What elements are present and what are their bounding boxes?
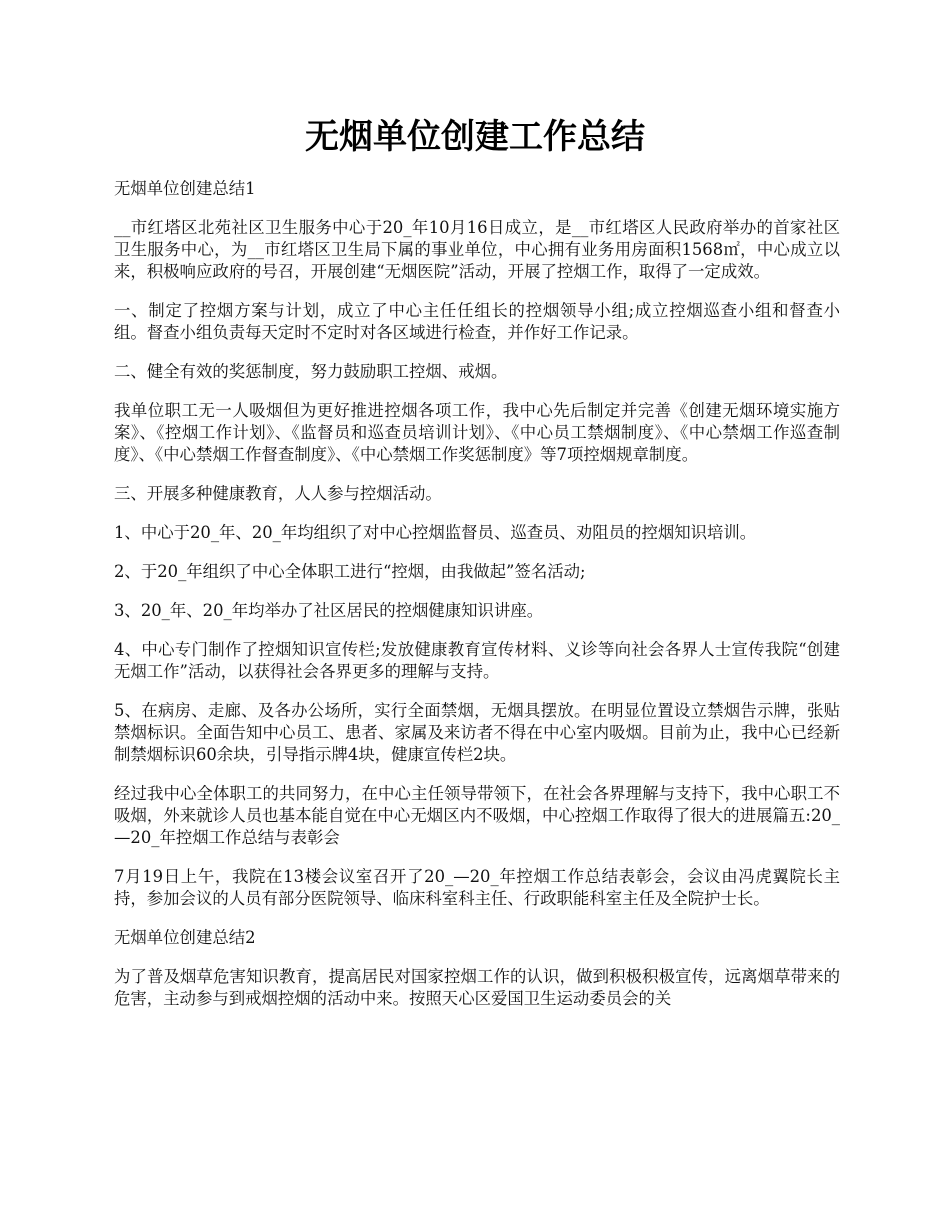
paragraph: 2、于20_年组织了中心全体职工进行“控烟，由我做起”签名活动; <box>114 562 586 581</box>
paragraph: 一、制定了控烟方案与计划，成立了中心主任任组长的控烟领导小组;成立控烟巡查小组和督查小组。督查小组负责每天定时不定时对各区域进行检查，并作好工作记录。 <box>114 301 840 342</box>
paragraph: __市红塔区北苑社区卫生服务中心于20_年10月16日成立，是__市红塔区人民政府举办的首家社区卫生服务中心，为__市红塔区卫生局下属的事业单位，中心拥有业务用房面积1568㎡，中心成立以来，积极响应政府的号召，开展创建“无烟医院”活动，开展了控烟工作，取得了一定成效。 <box>114 218 840 281</box>
paragraph: 7月19日上午，我院在13楼会议室召开了20_—20_年控烟工作总结表彰会，会议由冯虎翼院长主持，参加会议的人员有部分医院领导、临床科室科主任、行政职能科室主任及全院护士长。 <box>114 867 840 908</box>
paragraph: 5、在病房、走廊、及各办公场所，实行全面禁烟，无烟具摆放。在明显位置设立禁烟告示牌，张贴禁烟标识。全面告知中心员工、患者、家属及来访者不得在中心室内吸烟。目前为止，我中心已经新制禁烟标识60余块，引导指示牌4块，健康宣传栏2块。 <box>114 701 840 764</box>
document-body <box>114 178 840 1027</box>
document-title: 无烟单位创建工作总结 <box>305 117 645 157</box>
paragraph: 二、健全有效的奖惩制度，努力鼓励职工控烟、戒烟。 <box>114 362 508 381</box>
paragraph: 三、开展多种健康教育，人人参与控烟活动。 <box>114 484 442 503</box>
paragraph: 1、中心于20_年、20_年均组织了对中心控烟监督员、巡查员、劝阻员的控烟知识培训。 <box>114 523 757 542</box>
paragraph: 3、20_年、20_年均举办了社区居民的控烟健康知识讲座。 <box>114 601 544 620</box>
paragraph: 4、中心专门制作了控烟知识宣传栏;发放健康教育宣传材料、义诊等向社会各界人士宣传我院“创建无烟工作”活动，以获得社会各界更多的理解与支持。 <box>114 640 840 681</box>
section-heading: 无烟单位创建总结2 <box>114 928 256 947</box>
section-heading: 无烟单位创建总结1 <box>114 179 256 198</box>
paragraph: 我单位职工无一人吸烟但为更好推进控烟各项工作，我中心先后制定并完善《创建无烟环境实施方案》、《控烟工作计划》、《监督员和巡查员培训计划》、《中心员工禁烟制度》、《中心禁烟工作巡查制度》、《中心禁烟工作督查制度》、《中心禁烟工作奖惩制度》等7项控烟规章制度。 <box>114 401 840 464</box>
paragraph: 经过我中心全体职工的共同努力，在中心主任领导带领下，在社会各界理解与支持下，我中心职工不吸烟，外来就诊人员也基本能自觉在中心无烟区内不吸烟，中心控烟工作取得了很大的进展篇五:20_—20_年控烟工作总结与表彰会 <box>114 784 840 847</box>
paragraph: 为了普及烟草危害知识教育，提高居民对国家控烟工作的认识，做到积极积极宣传，远离烟草带来的危害，主动参与到戒烟控烟的活动中来。按照天心区爱国卫生运动委员会的关 <box>114 967 840 1008</box>
